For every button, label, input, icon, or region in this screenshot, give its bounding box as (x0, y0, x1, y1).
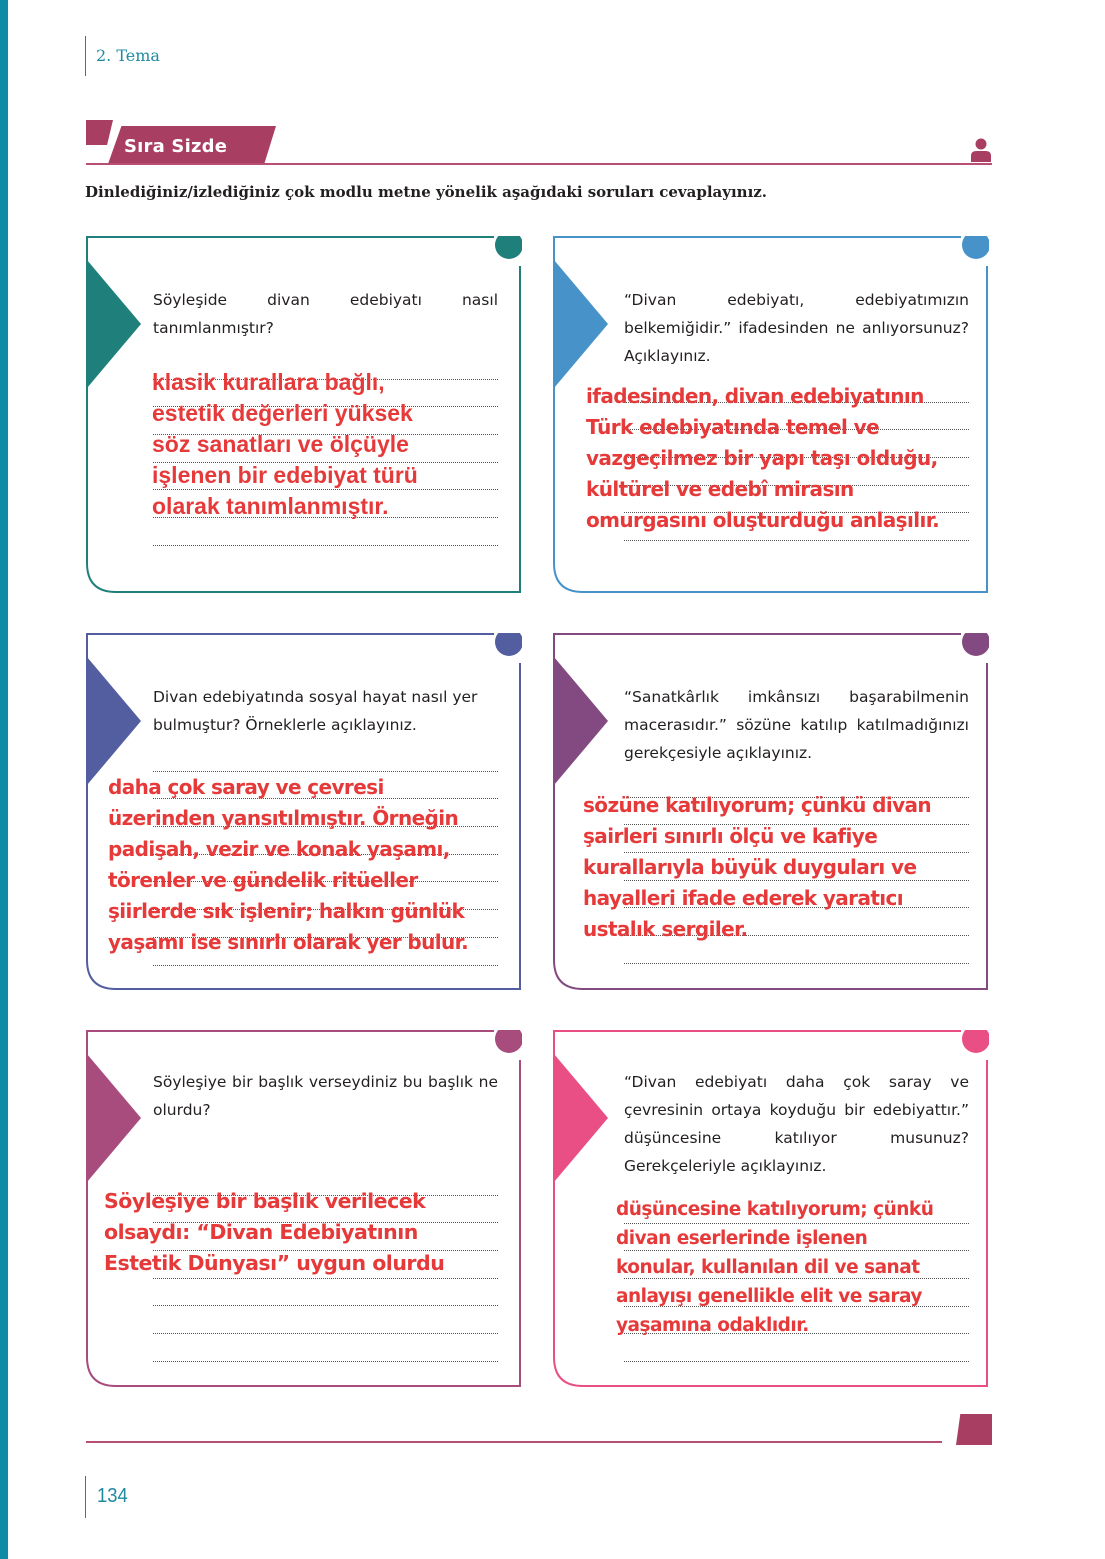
question-card-3 (86, 633, 522, 991)
question-card-2 (553, 236, 989, 594)
section-accent-square (86, 120, 113, 145)
card-answer: düşüncesine katılıyorum; çünkü divan eserlerinde işlenen konular, kullanılan dil ve sanat anlayışı genellikle elit ve saray yaşamına odaklıdır. (616, 1199, 934, 1336)
footer-divider (86, 1441, 942, 1443)
card-question: “Divan edebiyatı daha çok saray ve çevresinin ortaya koyduğu bir edebiyattır.” düşüncesine katılıyor musunuz? Gerekçeleriyle açıklayınız. (624, 1073, 969, 1175)
card-answer: klasik kurallara bağlı, estetik değerleri yüksek söz sanatları ve ölçüyle işlenen bir edebiyat türü olarak tanımlanmıştır. (152, 369, 418, 519)
section-underline (86, 163, 992, 165)
card-answer: ifadesinden, divan edebiyatının Türk edebiyatında temel ve vazgeçilmez bir yapı taşı olduğu, kültürel ve edebî mirasın omurgasını oluşturduğu anlaşılır. (586, 384, 940, 532)
card-answer: daha çok saray ve çevresi üzerinden yansıtılmıştır. Örneğin padişah, vezir ve konak yaşamı, törenler ve gündelik ritüeller şiirlerde sık işlenir; halkın günlük yaşamı ise sınırlı olarak yer bulur. (108, 775, 469, 954)
card-answer: sözüne katılıyorum; çünkü divan şairleri sınırlı ölçü ve kafiye kurallarıyla büyük duyguları ve hayalleri ifade ederek yaratıcı ustalık sergiler. (583, 793, 932, 941)
theme-title: 2. Tema (96, 46, 160, 65)
page-number: 134 (97, 1485, 128, 1507)
card-question: Söyleşiye bir başlık verseydiniz bu başlık ne olurdu? (153, 1073, 498, 1119)
section-title: Sıra Sizde (124, 136, 228, 157)
instructions-text: Dinlediğiniz/izlediğiniz çok modlu metne yönelik aşağıdaki soruları cevaplayınız. (85, 183, 768, 201)
question-card-6 (553, 1030, 989, 1388)
header-divider (85, 36, 86, 76)
footer-accent-block (956, 1414, 992, 1445)
card-question: “Sanatkârlık imkânsızı başarabilmenin macerasıdır.” sözüne katılıp katılmadığınızı gerekçesiyle açıklayınız. (624, 688, 969, 762)
question-card-5 (86, 1030, 522, 1388)
card-question: Divan edebiyatında sosyal hayat nasıl yer bulmuştur? Örneklerle açıklayınız. (153, 688, 478, 734)
card-question: Söyleşide divan edebiyatı nasıl tanımlanmıştır? (153, 291, 498, 337)
page-number-divider (85, 1476, 86, 1518)
person-icon (970, 138, 992, 162)
question-card-4 (553, 633, 989, 991)
card-answer: Söyleşiye bir başlık verilecek olsaydı: “Divan Edebiyatının Estetik Dünyası” uygun olurdu (104, 1189, 445, 1275)
card-question: “Divan edebiyatı, edebiyatımızın belkemiğidir.” ifadesinden ne anlıyorsunuz? Açıklayınız. (624, 291, 969, 365)
left-edge-bar (0, 0, 8, 1559)
question-card-1 (86, 236, 522, 594)
